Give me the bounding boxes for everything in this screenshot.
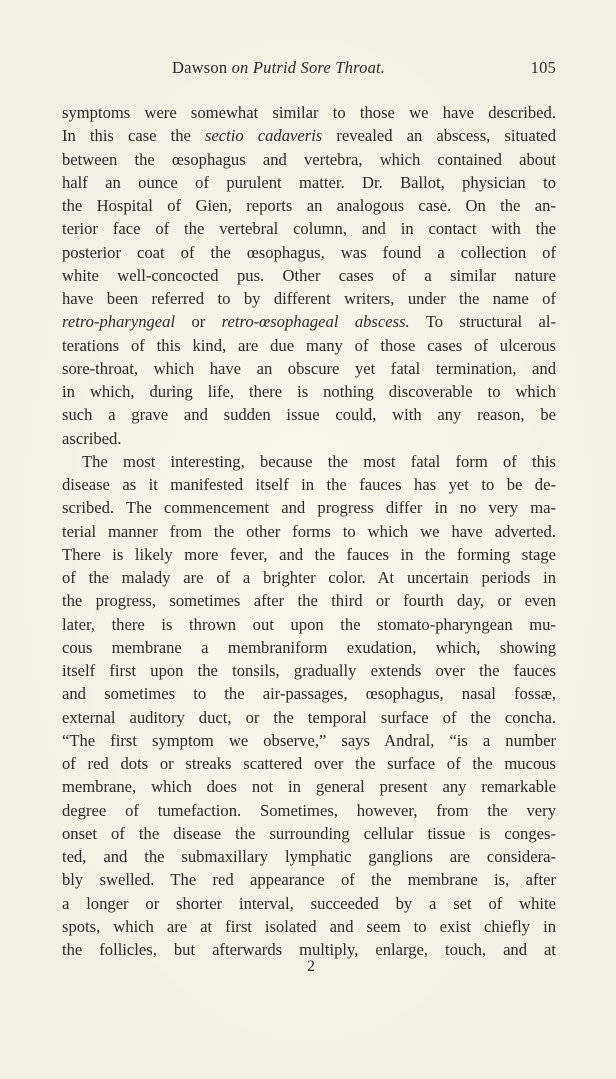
text-span: terial manner from the other forms to which we have adverted. (62, 521, 556, 541)
text-line (62, 682, 556, 705)
text-span: spots, which are at first isolated and seem to exist chiefly in (62, 916, 556, 936)
text-line (62, 450, 556, 473)
text-span: cous membrane a membraniform exudation, which, showing (62, 637, 556, 657)
text-span: sore-throat, which have an obscure yet fatal termination, and (62, 358, 556, 378)
text-line (62, 496, 556, 519)
text-line (62, 101, 556, 124)
text-line (62, 543, 556, 566)
text-span: half an ounce of purulent matter. Dr. Ballot, physician to (62, 172, 556, 192)
text-line (62, 334, 556, 357)
text-line (62, 845, 556, 868)
text-span: revealed an abscess, situated (322, 126, 556, 146)
text-span: such a grave and sudden issue could, with any reason, be (62, 405, 556, 425)
text-line (62, 124, 556, 147)
text-line (62, 613, 556, 636)
text-span: There is likely more fever, and the fauces in the forming stage (62, 544, 556, 564)
text-line (62, 892, 556, 915)
signature-mark: 2 (307, 958, 315, 975)
text-span: bly swelled. The red appearance of the membrane is, after (62, 870, 556, 890)
text-span: later, there is thrown out upon the stomato-pharyngean mu- (62, 614, 556, 634)
text-line (62, 799, 556, 822)
text-span: have been referred to by different writers, under the name of (62, 289, 556, 308)
text-line (62, 520, 556, 543)
text-line (62, 403, 556, 426)
text-span: of the malady are of a brighter color. At uncertain periods in (62, 568, 556, 587)
text-span: between the œsophagus and vertebra, which contained about (62, 149, 556, 169)
text-span: or (175, 312, 222, 332)
text-line (62, 473, 556, 496)
italic-span: retro-pharyngeal (62, 312, 176, 332)
italic-span: sectio cadaveris (204, 126, 323, 146)
text-span: onset of the disease the surrounding cellular tissue is conges- (62, 823, 556, 843)
text-span: The most interesting, because the most fatal form of this (82, 451, 556, 471)
text-span: white well-concocted pus. Other cases of a similar nature (62, 265, 556, 285)
text-line (62, 729, 556, 752)
text-line (62, 287, 556, 310)
running-head-title (172, 58, 385, 78)
text-line (62, 915, 556, 938)
running-head-title-italic: on Putrid Sore Throat. (231, 58, 386, 77)
text-line (62, 427, 556, 450)
text-line (62, 357, 556, 380)
text-span: the follicles, but afterwards multiply, enlarge, touch, and at (62, 940, 556, 959)
text-line (62, 589, 556, 612)
text-span: of red dots or streaks scattered over the surface of the mucous (62, 754, 556, 773)
text-line (62, 264, 556, 287)
text-line (62, 659, 556, 682)
text-line (62, 194, 556, 217)
text-span: a longer or shorter interval, succeeded by a set of white (62, 893, 556, 913)
text-span: ted, and the submaxillary lymphatic ganglions are considera- (62, 847, 556, 866)
text-span: In this case the (62, 126, 205, 146)
text-span: ascribed. (62, 428, 122, 448)
running-head (62, 58, 556, 80)
text-line (62, 752, 556, 775)
text-span: and sometimes to the air-passages, œsophagus, nasal fossæ, (62, 684, 556, 704)
text-line (62, 241, 556, 264)
text-span: itself first upon the tonsils, gradually extends over the fauces (62, 661, 556, 680)
text-line (62, 566, 556, 589)
text-line (62, 636, 556, 659)
italic-span: retro-œsophageal abscess. (221, 312, 410, 332)
text-span: external auditory duct, or the temporal surface of the concha. (62, 707, 556, 727)
text-line (62, 380, 556, 403)
page-number: 105 (530, 58, 556, 77)
text-line (62, 822, 556, 845)
text-line (62, 706, 556, 729)
text-span: symptoms were somewhat similar to those we have described. (62, 103, 556, 122)
text-line (62, 171, 556, 194)
text-span: disease as it manifested itself in the fauces has yet to be de- (62, 475, 556, 494)
text-line (62, 217, 556, 240)
running-head-author: Dawson (172, 58, 228, 77)
text-line (62, 148, 556, 171)
text-span: degree of tumefaction. Sometimes, however, from the very (62, 800, 556, 820)
text-span: terior face of the vertebral column, and in contact with the (62, 219, 556, 239)
text-span: scribed. The commencement and progress differ in no very ma- (62, 498, 556, 518)
body-text (62, 101, 556, 961)
text-span: terations of this kind, are due many of those cases of ulcerous (62, 335, 556, 355)
text-span: the Hospital of Gien, reports an analogous case. On the an- (62, 196, 556, 215)
text-span: membrane, which does not in general present any remarkable (62, 777, 556, 797)
text-span: in which, during life, there is nothing discoverable to which (62, 382, 556, 401)
text-span: “The first symptom we observe,” says Andral, “is a number (62, 730, 556, 750)
text-line (62, 310, 556, 333)
text-line (62, 868, 556, 891)
text-span: the progress, sometimes after the third or fourth day, or even (62, 591, 556, 611)
text-span: posterior coat of the œsophagus, was found a collection of (62, 242, 556, 262)
text-line (62, 775, 556, 798)
text-span: To structural al- (409, 312, 556, 332)
